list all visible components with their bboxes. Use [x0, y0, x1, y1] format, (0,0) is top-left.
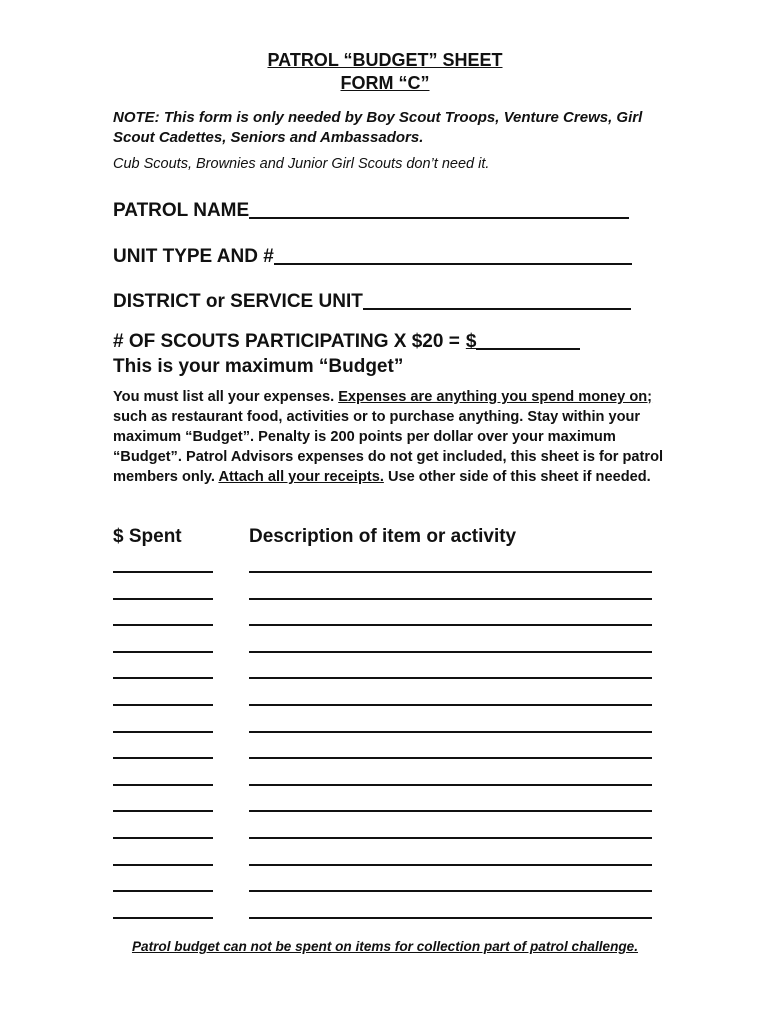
description-line[interactable] — [249, 810, 652, 812]
scouts-budget-input[interactable] — [476, 348, 580, 350]
instructions-expenses-definition: Expenses are anything you spend money on; — [338, 389, 653, 405]
spent-amount-line[interactable] — [113, 731, 213, 733]
spent-amount-line[interactable] — [113, 651, 213, 653]
district-input[interactable] — [363, 308, 631, 310]
description-line[interactable] — [249, 837, 652, 839]
spent-amount-line[interactable] — [113, 784, 213, 786]
description-line[interactable] — [249, 571, 652, 573]
description-line[interactable] — [249, 757, 652, 759]
description-line[interactable] — [249, 677, 652, 679]
description-line[interactable] — [249, 784, 652, 786]
district-field — [113, 291, 631, 313]
spent-amount-line[interactable] — [113, 677, 213, 679]
spent-amount-line[interactable] — [113, 598, 213, 600]
spent-amount-line[interactable] — [113, 864, 213, 866]
description-line[interactable] — [249, 651, 652, 653]
description-column-header: Description of item or activity — [249, 526, 517, 547]
instructions-attach-receipts: Attach all your receipts. — [218, 469, 384, 485]
spent-amount-line[interactable] — [113, 704, 213, 706]
maximum-budget-line: This is your maximum “Budget” — [113, 356, 404, 377]
description-line[interactable] — [249, 917, 652, 919]
patrol-name-label: PATROL NAME — [113, 200, 250, 221]
unit-type-field — [113, 246, 632, 268]
spent-amount-line[interactable] — [113, 810, 213, 812]
unit-type-input[interactable] — [274, 263, 632, 265]
patrol-name-input[interactable] — [249, 217, 629, 219]
spent-amount-line[interactable] — [113, 624, 213, 626]
cub-scouts-note: Cub Scouts, Brownies and Junior Girl Scouts don’t need it. — [113, 156, 490, 172]
instructions-part1: You must list all your expenses. — [113, 389, 339, 405]
spent-column-header: $ Spent — [113, 526, 182, 547]
description-line[interactable] — [249, 704, 652, 706]
spent-amount-line[interactable] — [113, 757, 213, 759]
description-line[interactable] — [249, 864, 652, 866]
instructions-paragraph — [113, 387, 683, 487]
form-title: PATROL “BUDGET” SHEET — [267, 50, 503, 70]
spent-amount-line[interactable] — [113, 890, 213, 892]
instructions-part3: such as restaurant food, activities or to purchase anything. Stay within your maximum “Budget”. Penalty is 200 points per dollar over your maximum “Budget”. Patrol Advisors expenses do not get included, this sheet is for patrol members only. — [113, 409, 664, 485]
spent-amount-line[interactable] — [113, 917, 213, 919]
description-line[interactable] — [249, 598, 652, 600]
dollar-sign: $ — [465, 331, 477, 352]
district-label: DISTRICT or SERVICE UNIT — [113, 291, 363, 312]
form-subtitle: FORM “C” — [340, 73, 430, 93]
unit-type-label: UNIT TYPE AND # — [113, 246, 274, 267]
spent-amount-line[interactable] — [113, 837, 213, 839]
footer-note: Patrol budget can not be spent on items for collection part of patrol challenge. — [131, 939, 639, 954]
spent-amount-line[interactable] — [113, 571, 213, 573]
patrol-name-field — [113, 200, 629, 222]
scouts-participating-label: # OF SCOUTS PARTICIPATING X $20 = — [113, 331, 460, 352]
scouts-participating-field — [113, 331, 580, 353]
description-line[interactable] — [249, 731, 652, 733]
description-line[interactable] — [249, 624, 652, 626]
instructions-part5: Use other side of this sheet if needed. — [383, 469, 651, 485]
note-text: NOTE: This form is only needed by Boy Scout Troops, Venture Crews, Girl Scout Cadettes, Seniors and Ambassadors. — [113, 109, 643, 146]
description-line[interactable] — [249, 890, 652, 892]
